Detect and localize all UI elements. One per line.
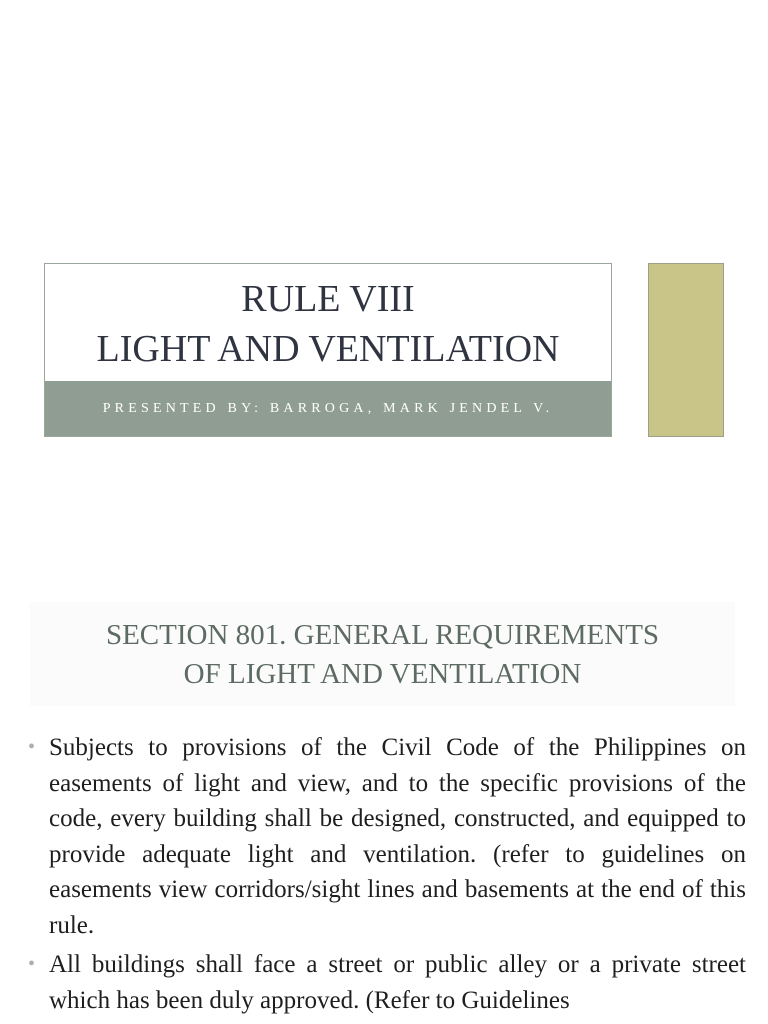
section-title-line-2: OF LIGHT AND VENTILATION: [183, 658, 582, 690]
content-slide: [0, 580, 768, 1024]
bullet-text: Subjects to provisions of the Civil Code of the Philippines on easements of light and view, and to the specific provisions of the code, every building shall be designed, constructed, and equipped to provide adequate light and ventilation. (refer to guidelines on easements view corridors/sight lines and basements at the end of this rule.: [49, 734, 746, 939]
bullet-text: All buildings shall face a street or public alley or a private street which has been duly approved. (Refer to Guidelines: [49, 951, 746, 1014]
accent-block: [648, 263, 724, 437]
title-box: [44, 263, 612, 437]
slide-title: [45, 274, 611, 374]
bullet-list: [28, 730, 746, 1022]
section-title-line-1: SECTION 801. GENERAL REQUIREMENTS: [105, 619, 660, 651]
bullet-dot-icon: •: [28, 953, 36, 975]
bullet-dot-icon: •: [28, 736, 36, 758]
presenter-subtitle: PRESENTED BY: BARROGA, MARK JENDEL V.: [45, 381, 611, 436]
list-item: [28, 947, 746, 1018]
list-item: [28, 730, 746, 943]
title-line-1: RULE VIII: [241, 278, 415, 320]
title-line-2: LIGHT AND VENTILATION: [96, 328, 560, 370]
section-title: [30, 602, 735, 706]
